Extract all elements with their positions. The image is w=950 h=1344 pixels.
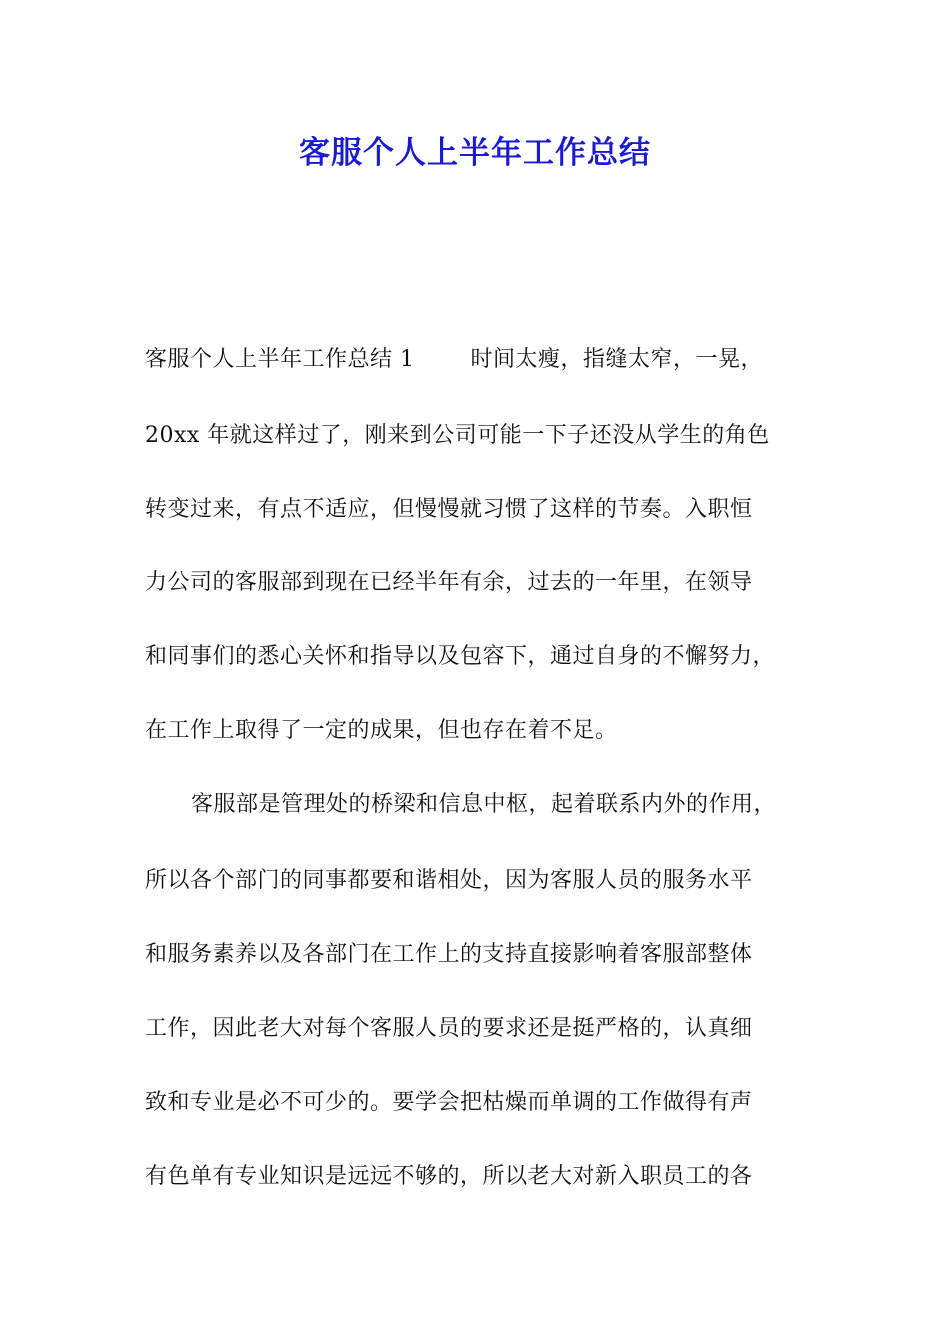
paragraph-line: 和同事们的悉心关怀和指导以及包容下，通过自身的不懈努力， — [145, 644, 776, 669]
paragraph-line: 有色单有专业知识是远远不够的，所以老大对新入职员工的各 — [145, 1164, 753, 1189]
paragraph-line: 客服部是管理处的桥梁和信息中枢，起着联系内外的作用， — [191, 792, 777, 817]
document-title: 客服个人上半年工作总结 — [299, 135, 651, 171]
paragraph-line: 所以各个部门的同事都要和谐相处，因为客服人员的服务水平 — [145, 868, 753, 893]
section-heading-inline: 客服个人上半年工作总结 1 — [145, 347, 415, 372]
paragraph-line: 转变过来，有点不适应，但慢慢就习惯了这样的节奏。入职恒 — [145, 497, 753, 522]
paragraph-line: 致和专业是必不可少的。要学会把枯燥而单调的工作做得有声 — [145, 1090, 753, 1115]
line-text: 时间太瘦，指缝太窄，一晃， — [470, 347, 764, 372]
paragraph-line: 在工作上取得了一定的成果，但也存在着不足。 — [145, 718, 618, 743]
paragraph-line — [145, 340, 835, 380]
paragraph-line: 工作，因此老大对每个客服人员的要求还是挺严格的，认真细 — [145, 1016, 753, 1041]
paragraph-line: 和服务素养以及各部门在工作上的支持直接影响着客服部整体 — [145, 942, 753, 967]
paragraph-line: 20xx 年就这样过了，刚来到公司可能一下子还没从学生的角色 — [145, 423, 770, 448]
paragraph-line: 力公司的客服部到现在已经半年有余，过去的一年里，在领导 — [145, 570, 753, 595]
